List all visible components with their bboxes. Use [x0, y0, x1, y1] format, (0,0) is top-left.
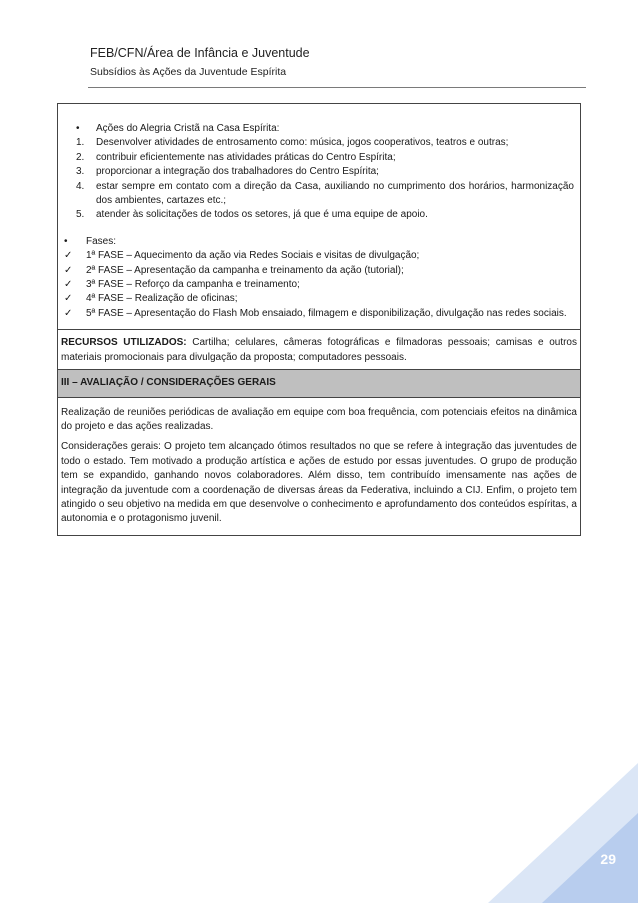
avaliacao-heading: III – AVALIAÇÃO / CONSIDERAÇÕES GERAIS [58, 370, 580, 397]
item-text: estar sempre em contato com a direção da Casa, auxiliando no cumprimento dos horários, harmonização dos ambientes, cartazes etc.; [96, 180, 574, 207]
fases-list [64, 235, 574, 321]
acoes-bullet [76, 122, 574, 136]
header-subtitle: Subsídios às Ações da Juventude Espírita [90, 66, 287, 78]
recursos-text: Cartilha; celulares, câmeras fotográficas e filmadoras pessoais; camisas e outros materiais promocionais para divulgação da proposta; computadores pessoais. [61, 337, 577, 363]
fase-item [64, 307, 574, 321]
checkmark-icon: ✓ [64, 264, 73, 276]
item-number: 1. [76, 137, 85, 149]
fase-text: 4ª FASE – Realização de oficinas; [86, 293, 238, 305]
fases-bullet-text: Fases: [86, 235, 117, 247]
fase-text: 5ª FASE – Apresentação do Flash Mob ensaiado, filmagem e disponibilização, divulgação nas redes sociais. [86, 307, 567, 319]
header-divider [88, 87, 586, 88]
fase-item [64, 292, 574, 306]
checkmark-icon: ✓ [64, 307, 73, 319]
page-number: 29 [600, 851, 616, 867]
item-number: 4. [76, 180, 85, 192]
fases-bullet [64, 235, 574, 249]
item-text: Desenvolver atividades de entrosamento como: música, jogos cooperativos, teatros e outras; [96, 137, 509, 149]
item-text: proporcionar a integração dos trabalhadores do Centro Espírita; [96, 166, 379, 178]
fase-item [64, 249, 574, 263]
avaliacao-paragraph-1: Realização de reuniões periódicas de avaliação em equipe com boa frequência, com potenciais efeitos na dinâmica do projeto e das ações realizadas. [61, 406, 577, 432]
fase-item [64, 278, 574, 292]
bullet-icon: • [64, 235, 68, 247]
item-number: 2. [76, 151, 85, 163]
acoes-numbered-list [76, 136, 574, 222]
checkmark-icon: ✓ [64, 293, 73, 305]
fase-text: 3ª FASE – Reforço da campanha e treinamento; [86, 279, 300, 291]
item-number: 5. [76, 209, 85, 221]
header-title: FEB/CFN/Área de Infância e Juventude [90, 46, 310, 60]
checkmark-icon: ✓ [64, 250, 73, 262]
item-number: 3. [76, 166, 85, 178]
acoes-bullet-list [76, 122, 574, 136]
checkmark-icon: ✓ [64, 279, 73, 291]
acoes-item [76, 136, 574, 150]
bullet-icon: • [76, 123, 80, 134]
acoes-item [76, 151, 574, 165]
avaliacao-paragraph-2: Considerações gerais: O projeto tem alcançado ótimos resultados no que se refere à integração das juventudes de todo o estado. Tem motivado a produção artística e ações de estudo por essas juventudes. O grupo de produção tem se expandido, ganhando novos colaboradores. Além disso, tem contribuído imensamente nas ações de integração da juventude com a coordenação de diversas áreas da Federativa, incluindo a CIJ. Enfim, o projeto tem atingido o seu objetivo na medida em que desenvolve o conhecimento e aprofundamento dos conteúdos espíritas, a autonomia e o protagonismo juvenil. [61, 441, 577, 525]
recursos-section [58, 330, 580, 370]
fase-text: 2ª FASE – Apresentação da campanha e treinamento da ação (tutorial); [86, 264, 404, 276]
item-text: contribuir eficientemente nas atividades práticas do Centro Espírita; [96, 151, 396, 163]
content-table [57, 103, 581, 536]
acoes-bullet-text: Ações do Alegria Cristã na Casa Espírita: [96, 123, 280, 134]
acoes-item [76, 180, 574, 209]
item-text: atender às solicitações de todos os setores, já que é uma equipe de apoio. [96, 209, 428, 221]
acoes-item [76, 165, 574, 179]
page-number-badge [542, 813, 638, 903]
acoes-fases-section [58, 104, 580, 330]
acoes-item [76, 208, 574, 222]
fase-item [64, 264, 574, 278]
fase-text: 1ª FASE – Aquecimento da ação via Redes Sociais e visitas de divulgação; [86, 250, 420, 262]
recursos-label: RECURSOS UTILIZADOS: [61, 337, 187, 349]
avaliacao-body [58, 398, 580, 535]
